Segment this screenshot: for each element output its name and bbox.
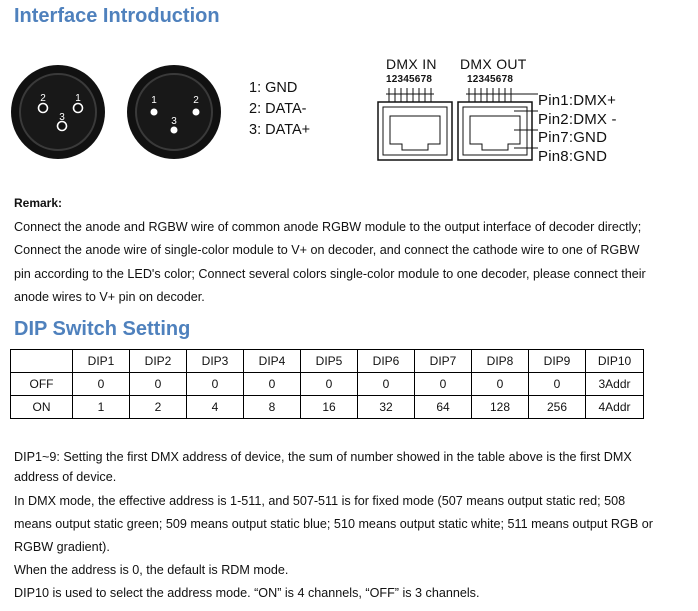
female-pin-2-number: 2	[40, 93, 46, 104]
note-line: When the address is 0, the default is RDM mode.	[14, 563, 289, 577]
rj45-pin-7: Pin7:GND	[538, 129, 608, 146]
table-cell: 256	[529, 396, 586, 419]
table-cell: 8	[244, 396, 301, 419]
table-cell: 0	[472, 373, 529, 396]
remark-line: Connect the anode and RGBW wire of common anode RGBW module to the output interface of decoder directly;	[14, 220, 642, 234]
table-header-cell: DIP5	[301, 350, 358, 373]
notes-text	[14, 448, 694, 605]
dmx-in-pin-numbers: 12345678	[386, 74, 433, 85]
table-cell: 4	[187, 396, 244, 419]
note-line: DIP10 is used to select the address mode. “ON” is 4 channels, “OFF” is 3 channels.	[14, 586, 480, 600]
table-cell: 0	[529, 373, 586, 396]
female-pin-3-number: 3	[59, 112, 65, 123]
table-cell: 32	[358, 396, 415, 419]
remark-line: pin according to the LED's color; Connect several colors single-color module to one decoder, please connect their	[14, 266, 646, 281]
table-header-cell: DIP1	[73, 350, 130, 373]
table-header-cell: DIP10	[586, 350, 644, 373]
table-cell: 0	[73, 373, 130, 396]
table-cell: 0	[244, 373, 301, 396]
table-row	[11, 373, 644, 396]
note-line: In DMX mode, the effective address is 1-511, and 507-511 is for fixed mode (507 means output static red; 508	[14, 494, 626, 508]
male-pin-1-number: 1	[151, 95, 157, 106]
note-line: address of device.	[14, 470, 117, 484]
table-cell: 0	[358, 373, 415, 396]
xlr-male-connector-icon	[124, 62, 224, 162]
remark-line: anode wires to V+ pin on decoder.	[14, 289, 205, 304]
table-cell: 16	[301, 396, 358, 419]
remark-line: Connect the anode wire of single-color module to V+ on decoder, and connect the cathode wire to one of RGBW	[14, 243, 640, 258]
note-line: RGBW gradient).	[14, 540, 110, 554]
female-pin-1-number: 1	[75, 93, 81, 104]
section-title-dip: DIP Switch Setting	[14, 318, 191, 340]
rj45-pin-list	[538, 92, 617, 166]
table-header-cell: DIP7	[415, 350, 472, 373]
table-header-cell: DIP9	[529, 350, 586, 373]
table-cell: 64	[415, 396, 472, 419]
table-cell: 4Addr	[586, 396, 644, 419]
table-cell: 0	[187, 373, 244, 396]
table-row	[11, 396, 644, 419]
table-cell: 0	[130, 373, 187, 396]
table-cell: 2	[130, 396, 187, 419]
table-cell: 0	[301, 373, 358, 396]
dip-switch-table	[10, 349, 644, 419]
remark-title: Remark:	[14, 196, 63, 210]
table-cell: ON	[11, 396, 73, 419]
table-header-cell: DIP3	[187, 350, 244, 373]
table-header-cell: DIP8	[472, 350, 529, 373]
remark-text	[14, 216, 694, 309]
note-line: means output static green; 509 means output static blue; 510 means output static white; 511 means output RGB or	[14, 517, 653, 531]
table-header-cell: DIP4	[244, 350, 301, 373]
rj45-pin-1: Pin1:DMX+	[538, 92, 617, 109]
section-title-interface: Interface Introduction	[14, 5, 220, 27]
table-cell: OFF	[11, 373, 73, 396]
rj45-ports-icon	[372, 84, 538, 168]
table-cell: 0	[415, 373, 472, 396]
male-pin-3-number: 3	[171, 116, 177, 127]
xlr-pin-2: 2: DATA-	[249, 101, 307, 117]
table-header-cell	[11, 350, 73, 373]
note-line: DIP1~9: Setting the first DMX address of device, the sum of number showed in the table above is the first DMX	[14, 450, 632, 464]
table-header-cell: DIP2	[130, 350, 187, 373]
xlr-pin-list	[249, 78, 310, 141]
table-header-row	[11, 350, 644, 373]
table-cell: 1	[73, 396, 130, 419]
table-cell: 128	[472, 396, 529, 419]
table-cell: 3Addr	[586, 373, 644, 396]
xlr-pin-3: 3: DATA+	[249, 122, 311, 138]
dmx-out-pin-numbers: 12345678	[467, 74, 514, 85]
xlr-pin-1: 1: GND	[249, 80, 298, 96]
male-pin-2-number: 2	[193, 95, 199, 106]
dmx-out-label: DMX OUT	[460, 56, 527, 72]
table-header-cell: DIP6	[358, 350, 415, 373]
xlr-female-connector-icon	[8, 62, 108, 162]
rj45-pin-8: Pin8:GND	[538, 147, 608, 165]
rj45-pin-2: Pin2:DMX -	[538, 110, 617, 128]
dmx-in-label: DMX IN	[386, 56, 437, 72]
